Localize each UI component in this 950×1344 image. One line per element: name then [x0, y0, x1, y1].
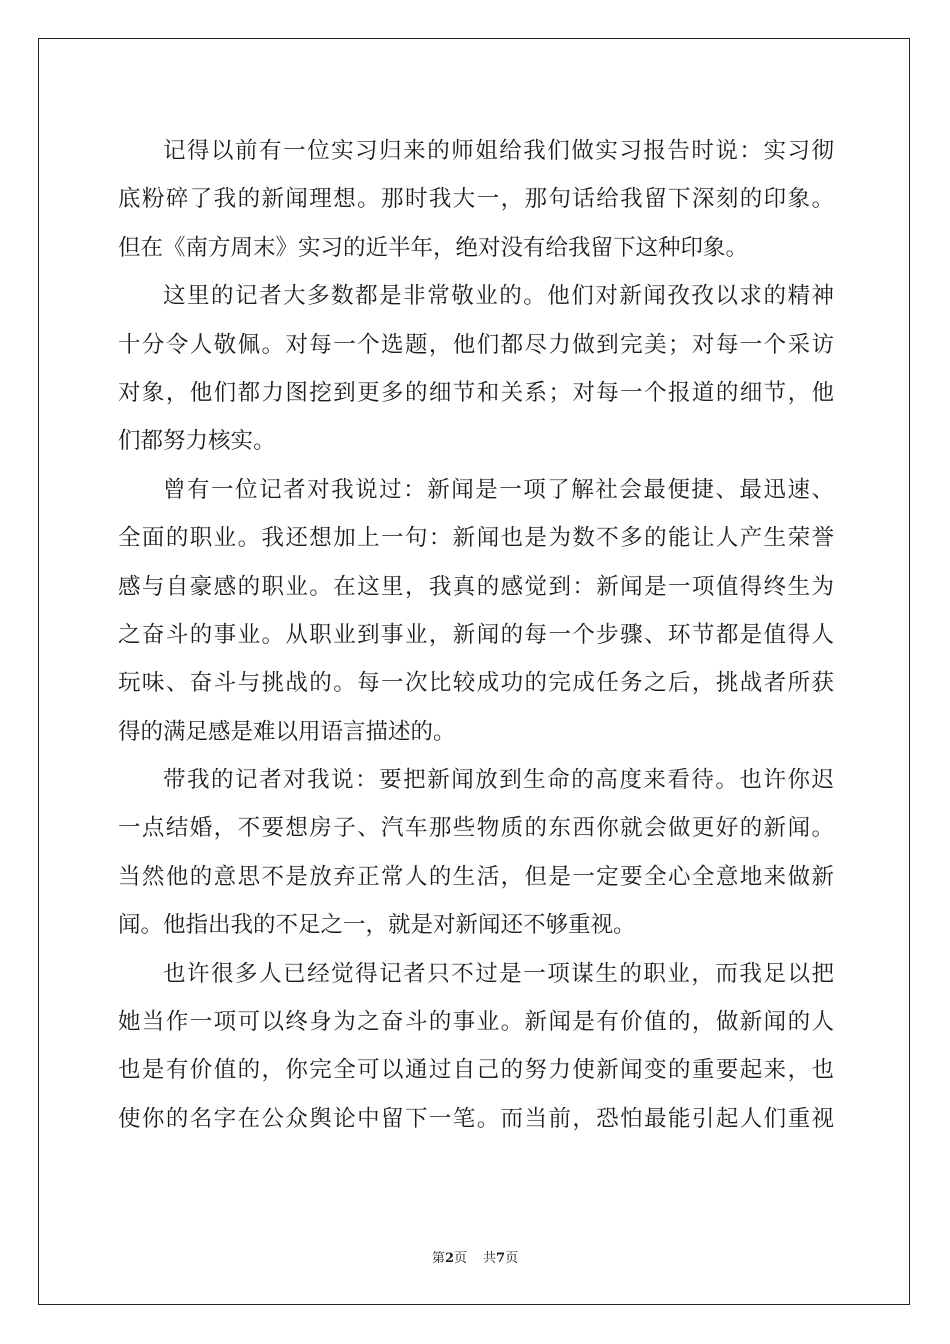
- text-line: 也许很多人已经觉得记者只不过是一项谋生的职业，而我足以把: [163, 960, 834, 987]
- text-line: 但在《南方周末》实习的近半年，绝对没有给我留下这种印象。: [118, 234, 749, 261]
- text-line: 对象，他们都力图挖到更多的细节和关系；对每一个报道的细节，他: [118, 379, 834, 406]
- total-prefix: 共: [483, 1251, 497, 1266]
- page-footer: [0, 1247, 950, 1266]
- text-line: 当然他的意思不是放弃正常人的生活，但是一定要全心全意地来做新: [118, 863, 834, 890]
- text-line: 底粉碎了我的新闻理想。那时我大一，那句话给我留下深刻的印象。: [118, 186, 834, 213]
- text-line: 这里的记者大多数都是非常敬业的。他们对新闻孜孜以求的精神: [163, 283, 834, 310]
- text-line: 玩味、奋斗与挑战的。每一次比较成功的完成任务之后，挑战者所获: [118, 670, 834, 697]
- text-line: 闻。他指出我的不足之一，就是对新闻还不够重视。: [118, 912, 636, 939]
- text-line: 十分令人敬佩。对每一个选题，他们都尽力做到完美；对每一个采访: [118, 331, 834, 358]
- text-line: 一点结婚，不要想房子、汽车那些物质的东西你就会做更好的新闻。: [118, 815, 834, 842]
- text-line: 们都努力核实。: [118, 428, 276, 455]
- text-line: 全面的职业。我还想加上一句：新闻也是为数不多的能让人产生荣誉: [118, 525, 834, 552]
- text-line: 带我的记者对我说：要把新闻放到生命的高度来看待。也许你迟: [163, 767, 834, 794]
- text-line: 曾有一位记者对我说过：新闻是一项了解社会最便捷、最迅速、: [163, 476, 834, 503]
- text-line: 得的满足感是难以用语言描述的。: [118, 718, 456, 745]
- text-line: 感与自豪感的职业。在这里，我真的感觉到：新闻是一项值得终生为: [118, 573, 834, 600]
- total-suffix: 页: [505, 1251, 519, 1266]
- text-line: 记得以前有一位实习归来的师姐给我们做实习报告时说：实习彻: [163, 138, 834, 164]
- page-suffix: 页: [453, 1251, 467, 1266]
- text-line: 她当作一项可以终身为之奋斗的事业。新闻是有价值的，做新闻的人: [118, 1009, 834, 1036]
- document-body: [118, 127, 834, 1143]
- text-line: 之奋斗的事业。从职业到事业，新闻的每一个步骤、环节都是值得人: [118, 621, 834, 648]
- page-number: 2: [444, 1251, 454, 1266]
- page-prefix: 第: [431, 1251, 445, 1266]
- text-line: 也是有价值的，你完全可以通过自己的努力使新闻变的重要起来，也: [118, 1057, 834, 1084]
- total-pages: 7: [496, 1251, 506, 1266]
- text-line: 使你的名字在公众舆论中留下一笔。而当前，恐怕最能引起人们重视: [118, 1105, 834, 1132]
